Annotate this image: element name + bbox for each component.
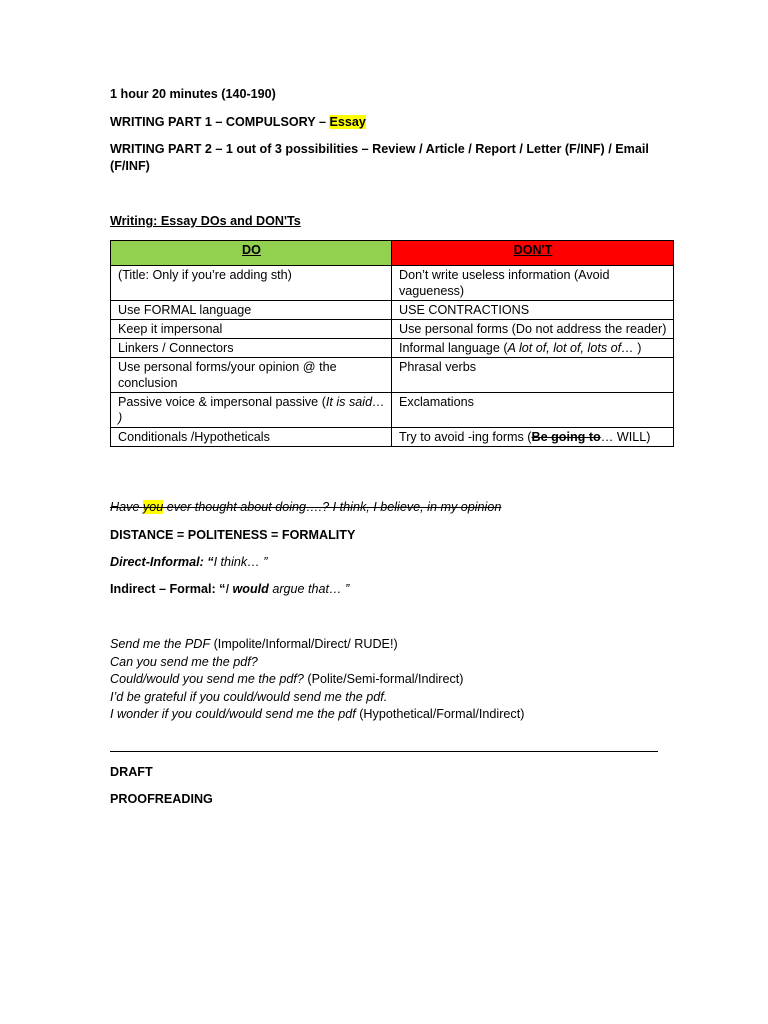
table-row (111, 339, 674, 358)
dont-cell: Don’t write useless information (Avoid vagueness) (392, 266, 674, 301)
direct-label: Direct-Informal: “ (110, 555, 214, 569)
do-header: DO (111, 241, 392, 266)
dont-italic-text: A lot of, lot of, lots of… (507, 341, 634, 355)
table-row (111, 266, 674, 301)
example-tag: (Hypothetical/Formal/Indirect) (355, 707, 525, 721)
dos-donts-table (110, 240, 674, 447)
example-line (110, 671, 524, 689)
dont-cell: Use personal forms (Do not address the reader) (392, 320, 674, 339)
indirect-formal-line (110, 581, 349, 598)
dont-text-end: ) (633, 341, 642, 355)
do-cell: (Title: Only if you’re adding sth) (111, 266, 392, 301)
dont-cell (392, 339, 674, 358)
example-sentence: Can you send me the pdf? (110, 654, 258, 669)
indirect-quote-start: I (225, 582, 233, 596)
section-title: Writing: Essay DOs and DON'Ts (110, 214, 301, 228)
dont-text-end: … WILL) (600, 430, 651, 444)
direct-informal-line (110, 554, 267, 571)
dont-text: Try to avoid -ing forms ( (399, 430, 532, 444)
direct-quote: I think… ” (213, 555, 268, 569)
writing-part2-line: WRITING PART 2 – 1 out of 3 possibilities – Review / Article / Report / Letter (F/INF) / Email (F/INF) (110, 142, 649, 173)
example-sentence: Send me the PDF (110, 637, 211, 651)
table-header-row (111, 241, 674, 266)
table-row (111, 393, 674, 428)
example-sentence: Could/would you send me the pdf? (110, 672, 304, 686)
example-line (110, 689, 524, 707)
do-cell: Keep it impersonal (111, 320, 392, 339)
writing-part1-line (110, 114, 366, 131)
do-italic-text: It is said… ) (118, 395, 385, 425)
essay-highlight: Essay (329, 115, 366, 129)
example-sentence: I wonder if you could/would send me the pdf (110, 707, 356, 721)
struck-example-line (110, 499, 501, 516)
table-row (111, 301, 674, 320)
draft-heading: DRAFT (110, 765, 153, 779)
politeness-examples (110, 636, 524, 724)
dont-cell: Exclamations (392, 393, 674, 428)
do-cell: Use personal forms/your opinion @ the conclusion (111, 358, 392, 393)
struck-text: Have (110, 500, 143, 514)
indirect-quote-bold: would (232, 582, 269, 596)
example-tag: (Polite/Semi-formal/Indirect) (303, 672, 464, 686)
do-cell: Use FORMAL language (111, 301, 392, 320)
indirect-quote-end: argue that… ” (268, 582, 350, 596)
do-text: Passive voice & impersonal passive ( (118, 395, 326, 409)
example-line (110, 654, 524, 672)
example-tag: (Impolite/Informal/Direct/ RUDE!) (210, 637, 398, 651)
example-sentence: I’d be grateful if you could/would send me the pdf. (110, 689, 388, 704)
do-cell: Linkers / Connectors (111, 339, 392, 358)
dont-cell: USE CONTRACTIONS (392, 301, 674, 320)
dont-cell (392, 428, 674, 447)
table-row (111, 358, 674, 393)
table-row (111, 320, 674, 339)
dont-cell: Phrasal verbs (392, 358, 674, 393)
do-cell (111, 393, 392, 428)
dont-header: DON'T (392, 241, 674, 266)
example-line (110, 706, 524, 724)
part1-text: WRITING PART 1 – COMPULSORY – (110, 115, 330, 129)
distance-formula: DISTANCE = POLITENESS = FORMALITY (110, 528, 356, 542)
do-cell: Conditionals /Hypotheticals (111, 428, 392, 447)
proofreading-heading: PROOFREADING (110, 792, 213, 806)
you-highlight: you (142, 500, 164, 514)
example-line (110, 636, 524, 654)
struck-text-end: ever thought about doing….? I think, I believe, in my opinion (163, 500, 502, 514)
table-row (111, 428, 674, 447)
dont-strike-text: Be going to (531, 430, 601, 444)
dont-text: Informal language ( (399, 341, 508, 355)
horizontal-rule (110, 751, 658, 752)
time-limit-line: 1 hour 20 minutes (140-190) (110, 87, 276, 101)
indirect-label: Indirect – Formal: “ (110, 582, 226, 596)
